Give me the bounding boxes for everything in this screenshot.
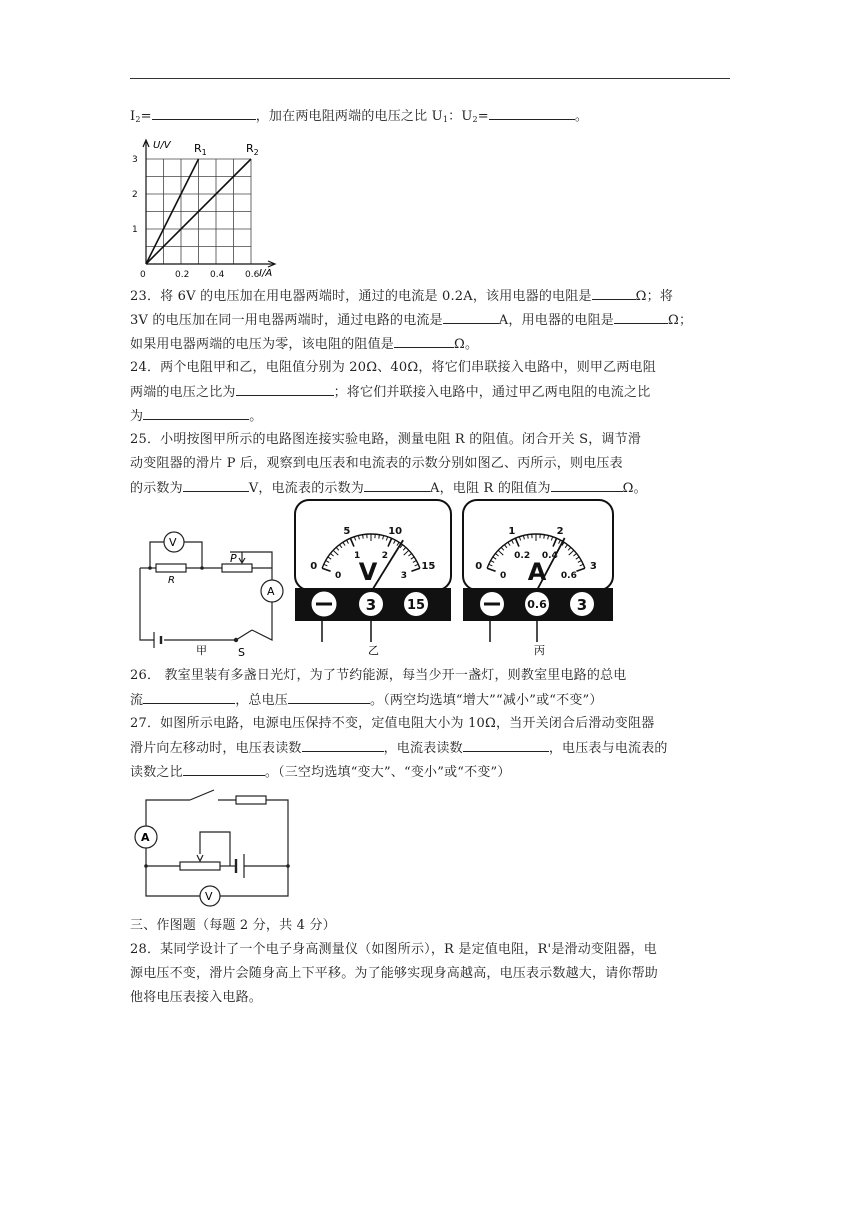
q26-line-2 [130,690,730,711]
inner-scale-label: 0.6 [560,571,577,582]
inner-scale-label: 0 [499,571,507,582]
q27-line-1 [130,714,730,734]
figure-caption-bing: 丙 [534,644,545,657]
terminal-3v-label: 3 [365,596,377,614]
wire [252,602,272,640]
q24-text: 24．两个电阻甲和乙，电阻值分别为 20Ω、40Ω，将它们串联接入电路中，则甲乙两电阻 [130,360,656,375]
y-tick-label: 1 [132,225,138,235]
answer-blank[interactable] [592,286,636,300]
q22-colon: ：U [448,109,473,124]
wire [146,848,200,896]
inner-scale-label: 0.2 [514,550,531,561]
fixed-resistor [236,796,266,804]
outer-scale-label: 2 [556,525,564,537]
switch-blade [190,790,214,800]
q24-text: 。 [249,409,263,424]
ammeter-unit: A [527,558,547,586]
junction-dot [286,864,290,868]
switch-label: S [238,646,245,659]
ammeter-label: A [141,831,150,844]
terminal-negative[interactable] [312,592,336,616]
y-tick-label: 3 [132,155,138,165]
slider-wire [200,832,230,866]
period: 。 [574,109,589,124]
answer-blank[interactable] [152,106,256,120]
wire [140,568,154,640]
y-axis-label: U/V [153,140,171,151]
q24-line-3 [130,406,730,427]
q28-text: 源电压不变，滑片会随身高上下平移。为了能够实现身高越高，电压表示数越大，请你帮助 [130,966,659,981]
q24-text: 两端的电压之比为 [130,385,236,400]
answer-blank[interactable] [302,738,384,752]
answer-blank[interactable] [183,762,265,776]
q25-text: V，电流表的示数为 [248,481,365,496]
q26-text: 26． 教室里装有多盏日光灯，为了节约能源，每当少开一盏灯，则教室里电路的总电 [130,668,627,683]
equals-sign: = [477,109,489,124]
answer-blank[interactable] [183,478,249,492]
q23-line-3 [130,334,730,355]
answer-blank[interactable] [364,478,430,492]
terminal-15v-label: 15 [406,598,426,613]
scale-tick [528,535,529,539]
q27-line-2 [130,738,730,759]
q25-line-3 [130,478,730,499]
q27-text: 读数之比 [130,765,183,780]
scale-tick [379,535,380,539]
q25-line-2 [130,454,730,474]
inner-scale-label: 2 [381,550,388,561]
circuit-jia [134,522,294,662]
terminal-0-6a[interactable] [525,592,549,616]
outer-scale-label: 0 [475,561,483,573]
terminal-15v[interactable] [404,592,428,616]
inner-scale-label: 0 [334,571,342,582]
r1-label: $R_1$ [194,142,207,157]
q28-line-2 [130,964,730,984]
slider-label: P [230,552,237,565]
rheostat [180,862,220,870]
x-tick-label: 0.4 [210,270,225,280]
terminal-0-6a-label: 0.6 [527,598,547,611]
q25-text: 动变阻器的滑片 P 后，观察到电压表和电流表的示数分别如图乙、丙所示，则电压表 [130,456,623,471]
figure-caption-yi: 乙 [368,644,379,657]
inner-scale-label: 0.4 [541,550,558,561]
q26-text: 。（两空均选填“增大”“减小”或“不变”） [370,693,603,708]
y-tick-label: 2 [132,190,138,200]
q26-text: ，总电压 [235,693,289,708]
answer-blank[interactable] [614,310,668,324]
terminal-3a[interactable] [570,592,594,616]
inner-scale-label: 3 [400,571,408,582]
voltmeter-label: V [205,890,213,903]
equals-sign: = [140,109,152,124]
q24-line-2 [130,382,730,403]
junction-dot [148,566,152,570]
q28-text: 28．某同学设计了一个电子身高测量仪（如图所示），R 是定值电阻，R'是滑动变阻器，电 [130,942,657,957]
current-symbol: I [130,109,136,124]
q23-text: 23．将 6V 的电压加在用电器两端时，通过的电流是 0.2A，该用电器的电阻是 [130,289,592,304]
q27-text: 。（三空均选填“变大”、“变小”或“不变”） [264,765,511,780]
inner-scale-label: 1 [354,550,361,561]
x-axis-label: I/A [259,268,273,279]
answer-blank[interactable] [551,478,623,492]
q26-text: 流 [130,693,144,708]
answer-blank[interactable] [463,738,549,752]
q23-text: Ω。 [454,337,479,352]
outer-scale-label: 3 [589,561,597,573]
q23-line-2 [130,310,730,331]
voltmeter-dial [292,498,454,658]
q27-line-3 [130,762,730,783]
answer-blank[interactable] [489,106,575,120]
q27-text: 27．如图所示电路，电源电压保持不变，定值电阻大小为 10Ω，当开关闭合后滑动变阻器 [130,716,655,731]
switch-blade [236,630,252,640]
outer-scale-label: 10 [388,525,403,537]
q23-text: 如果用电器两端的电压为零，该电阻的阻值是 [130,337,395,352]
terminal-3v[interactable] [359,592,383,616]
voltmeter-label: V [169,536,177,549]
ammeter-label: A [267,585,275,598]
outer-scale-label: 15 [421,561,436,573]
q22-text: ，加在两电阻两端的电压之比 U [255,109,443,124]
section-title-text: 三、作图题（每题 2 分，共 4 分） [130,918,336,933]
wire [146,800,190,826]
rheostat [222,564,252,572]
junction-dot [144,864,148,868]
q23-text: 3V 的电压加在同一用电器两端时，通过电路的电流是 [130,313,443,328]
x-tick-label: 0 [140,270,146,280]
x-tick-label: 0.2 [175,270,190,280]
q23-text: A，用电器的电阻是 [498,313,614,328]
outer-scale-label: 0 [310,561,318,573]
answer-blank[interactable] [143,406,249,420]
q28-line-3 [130,988,730,1008]
terminal-negative[interactable] [480,592,504,616]
header-rule [130,78,730,79]
resistor-label: R [168,575,175,586]
scale-tick [363,535,364,539]
q22-line [130,106,730,130]
section-title [130,916,730,936]
q23-text: Ω；将 [635,289,674,304]
junction-dot [200,566,204,570]
q23-text: Ω； [668,313,693,328]
wire [184,542,202,568]
ammeter-dial [460,498,616,658]
circuit-q27 [128,788,298,910]
answer-blank[interactable] [288,690,370,704]
answer-blank[interactable] [394,334,454,348]
q27-text: ，电压表与电流表的 [548,741,668,756]
x-tick-label: 0.6 [245,270,260,280]
q25-text: A，电阻 R 的阻值为 [430,481,551,496]
outer-scale-label: 1 [508,525,516,537]
q27-text: 滑片向左移动时，电压表读数 [130,741,302,756]
q25-text: 的示数为 [130,481,183,496]
q24-text: 为 [130,409,144,424]
answer-blank[interactable] [443,310,499,324]
q27-text: ，电流表读数 [383,741,463,756]
q25-text: 25．小明按图甲所示的电路图连接实验电路，测量电阻 R 的阻值。闭合开关 S，调节滑 [130,432,642,447]
answer-blank[interactable] [143,690,235,704]
answer-blank[interactable] [236,382,334,396]
q26-line-1 [130,666,730,686]
r2-label: $R_2$ [246,142,259,157]
current-subscript: 2 [135,115,141,124]
q24-text: ；将它们并联接入电路中，通过甲乙两电阻的电流之比 [333,385,651,400]
figure-caption-jia: 甲 [196,644,207,657]
q28-text: 他将电压表接入电路。 [130,990,263,1005]
u1-subscript: 1 [442,115,449,124]
q28-line-1 [130,940,730,960]
q24-line-1 [130,358,730,378]
resistor-r [156,564,186,572]
outer-scale-label: 5 [343,525,351,537]
u-i-graph [126,136,286,281]
scale-tick [544,535,545,539]
q25-line-1 [130,430,730,450]
voltmeter-unit: V [358,558,378,586]
q23-line-1 [130,286,730,307]
slider-arrow [197,855,203,861]
q25-text: Ω。 [622,481,647,496]
u2-subscript: 2 [472,115,478,124]
terminal-3a-label: 3 [576,596,588,614]
